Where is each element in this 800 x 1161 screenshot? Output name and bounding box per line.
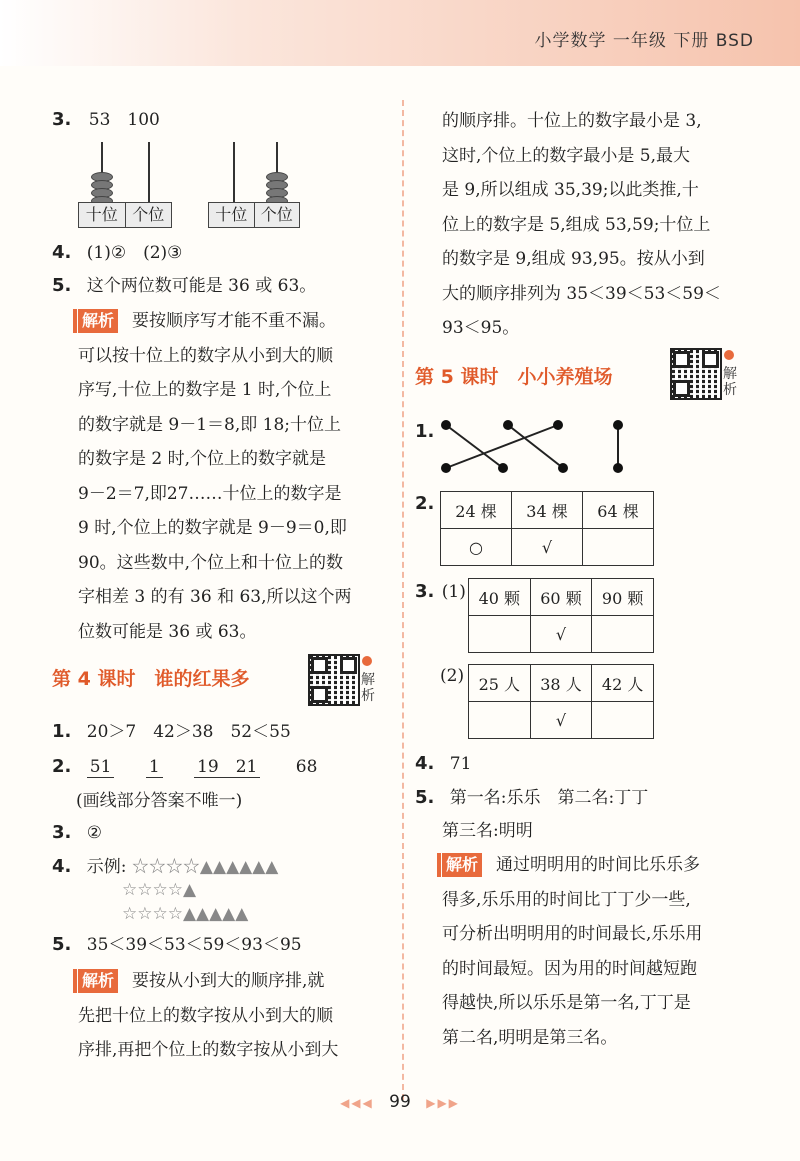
s4-q2-note: (画线部分答案不唯一) xyxy=(76,791,243,811)
table-row: √ xyxy=(469,616,654,653)
table-row: √ xyxy=(469,702,654,739)
s4-q2: 2. 51 1 19 21 68 xyxy=(52,756,318,777)
analysis-tag: 解析 xyxy=(78,309,118,333)
analysis-3: 解析 通过明明用的时间比乐乐多 得多,乐乐用的时间比丁丁少一些, 可分析出明明用的时间最长,乐乐用 的时间最短。因为用的时间越短跑 得越快,所以乐乐是第一名,丁丁是 第二名,明明是第三名。 xyxy=(442,855,703,1048)
q5: 5. 这个两位数可能是 36 或 63。 xyxy=(52,275,317,296)
dot xyxy=(503,420,513,430)
q4: 4. (1)② (2)③ xyxy=(52,242,183,263)
dot xyxy=(613,463,623,473)
next-arrows-icon: ▶▶▶ xyxy=(426,1096,460,1110)
s5-q5-line2: 第三名:明明 xyxy=(442,821,533,841)
page-number: 99 xyxy=(389,1092,411,1112)
play-icon xyxy=(724,350,734,360)
dot xyxy=(613,420,623,430)
qr-code-icon[interactable] xyxy=(670,348,722,400)
page-footer xyxy=(0,1092,800,1112)
analysis-continued: 的顺序排。十位上的数字最小是 3, 这时,个位上的数字最小是 5,最大 是 9,所以组成 35,39;以此类推,十 位上的数字是 5,组成 53,59;十位上 的数字是 9,组成 93,95。按从小到 大的顺序排列为 35＜39＜53＜59＜ 93＜95。 xyxy=(442,111,721,338)
dot xyxy=(441,420,451,430)
abacus-rod-tens xyxy=(233,142,235,202)
s5-q4: 4. 71 xyxy=(415,753,472,774)
section-4-title: 第 4 课时 谁的红果多 xyxy=(52,668,250,690)
s5-q3: 3. (1) xyxy=(415,581,466,602)
shape-row-3: ☆☆☆☆▲▲▲▲▲ xyxy=(122,904,249,924)
column-divider xyxy=(402,100,404,1100)
abacus-rod-ones xyxy=(148,142,150,202)
table-row: 24 棵 34 棵 64 棵 xyxy=(441,492,654,529)
dot xyxy=(553,420,563,430)
analysis-tag: 解析 xyxy=(442,853,482,877)
dot xyxy=(498,463,508,473)
qr-label: 解析 xyxy=(723,366,737,398)
table-q3-1 xyxy=(468,578,654,653)
analysis-2: 解析 要按从小到大的顺序排,就 先把十位上的数字按从小到大的顺 序排,再把个位上的数字按从小到大 xyxy=(78,971,339,1060)
q3: 3. 53 100 xyxy=(52,109,160,130)
s4-q3: 3. ② xyxy=(52,822,103,843)
s5-q5: 5. 第一名:乐乐 第二名:丁丁 xyxy=(415,787,649,808)
dot xyxy=(558,463,568,473)
table-q3-2 xyxy=(468,664,654,739)
abacus-label-box: 十位 个位 xyxy=(208,202,300,228)
s5-q2: 2. xyxy=(415,493,435,514)
play-icon xyxy=(362,656,372,666)
s5-q1: 1. xyxy=(415,421,435,442)
s4-q1: 1. 20＞7 42＞38 52＜55 xyxy=(52,721,291,742)
dot xyxy=(441,463,451,473)
section-5-title: 第 5 课时 小小养殖场 xyxy=(415,366,613,388)
shape-row-1: ☆☆☆☆▲▲▲▲▲▲ xyxy=(131,857,279,877)
s4-q5: 5. 35＜39＜53＜59＜93＜95 xyxy=(52,934,302,955)
s4-q4: 4. 示例: ☆☆☆☆▲▲▲▲▲▲ xyxy=(52,856,279,877)
analysis-tag: 解析 xyxy=(78,969,118,993)
table-row: 25 人 38 人 42 人 xyxy=(469,665,654,702)
qr-code-icon[interactable] xyxy=(308,654,360,706)
qr-label: 解析 xyxy=(361,672,375,704)
table-row: ○ √ xyxy=(441,529,654,566)
table-q2 xyxy=(440,491,654,566)
analysis-1: 解析 要按顺序写才能不重不漏。 可以按十位上的数字从小到大的顺 序写,十位上的数字是 1 时,个位上 的数字就是 9－1＝8,即 18;十位上 的数字是 2 时,个位上的数字就是 9－2＝7,即27……十位上的数字是 9 时,个位上的数字就是 9－9＝0,即 90。这些数中,个位上和十位上的数 字相差 3 的有 36 和 63,所以这个两 位数可能是 36 或 63。 xyxy=(78,311,352,642)
table-row: 40 颗 60 颗 90 颗 xyxy=(469,579,654,616)
matching-diagram xyxy=(438,418,638,478)
shape-row-2: ☆☆☆☆▲ xyxy=(122,880,197,900)
prev-arrows-icon: ◀◀◀ xyxy=(340,1096,374,1110)
s5-q3-part2-label: (2) xyxy=(440,666,465,686)
abacus-label-box: 十位 个位 xyxy=(78,202,172,228)
header-title: 小学数学 一年级 下册 BSD xyxy=(534,31,754,51)
